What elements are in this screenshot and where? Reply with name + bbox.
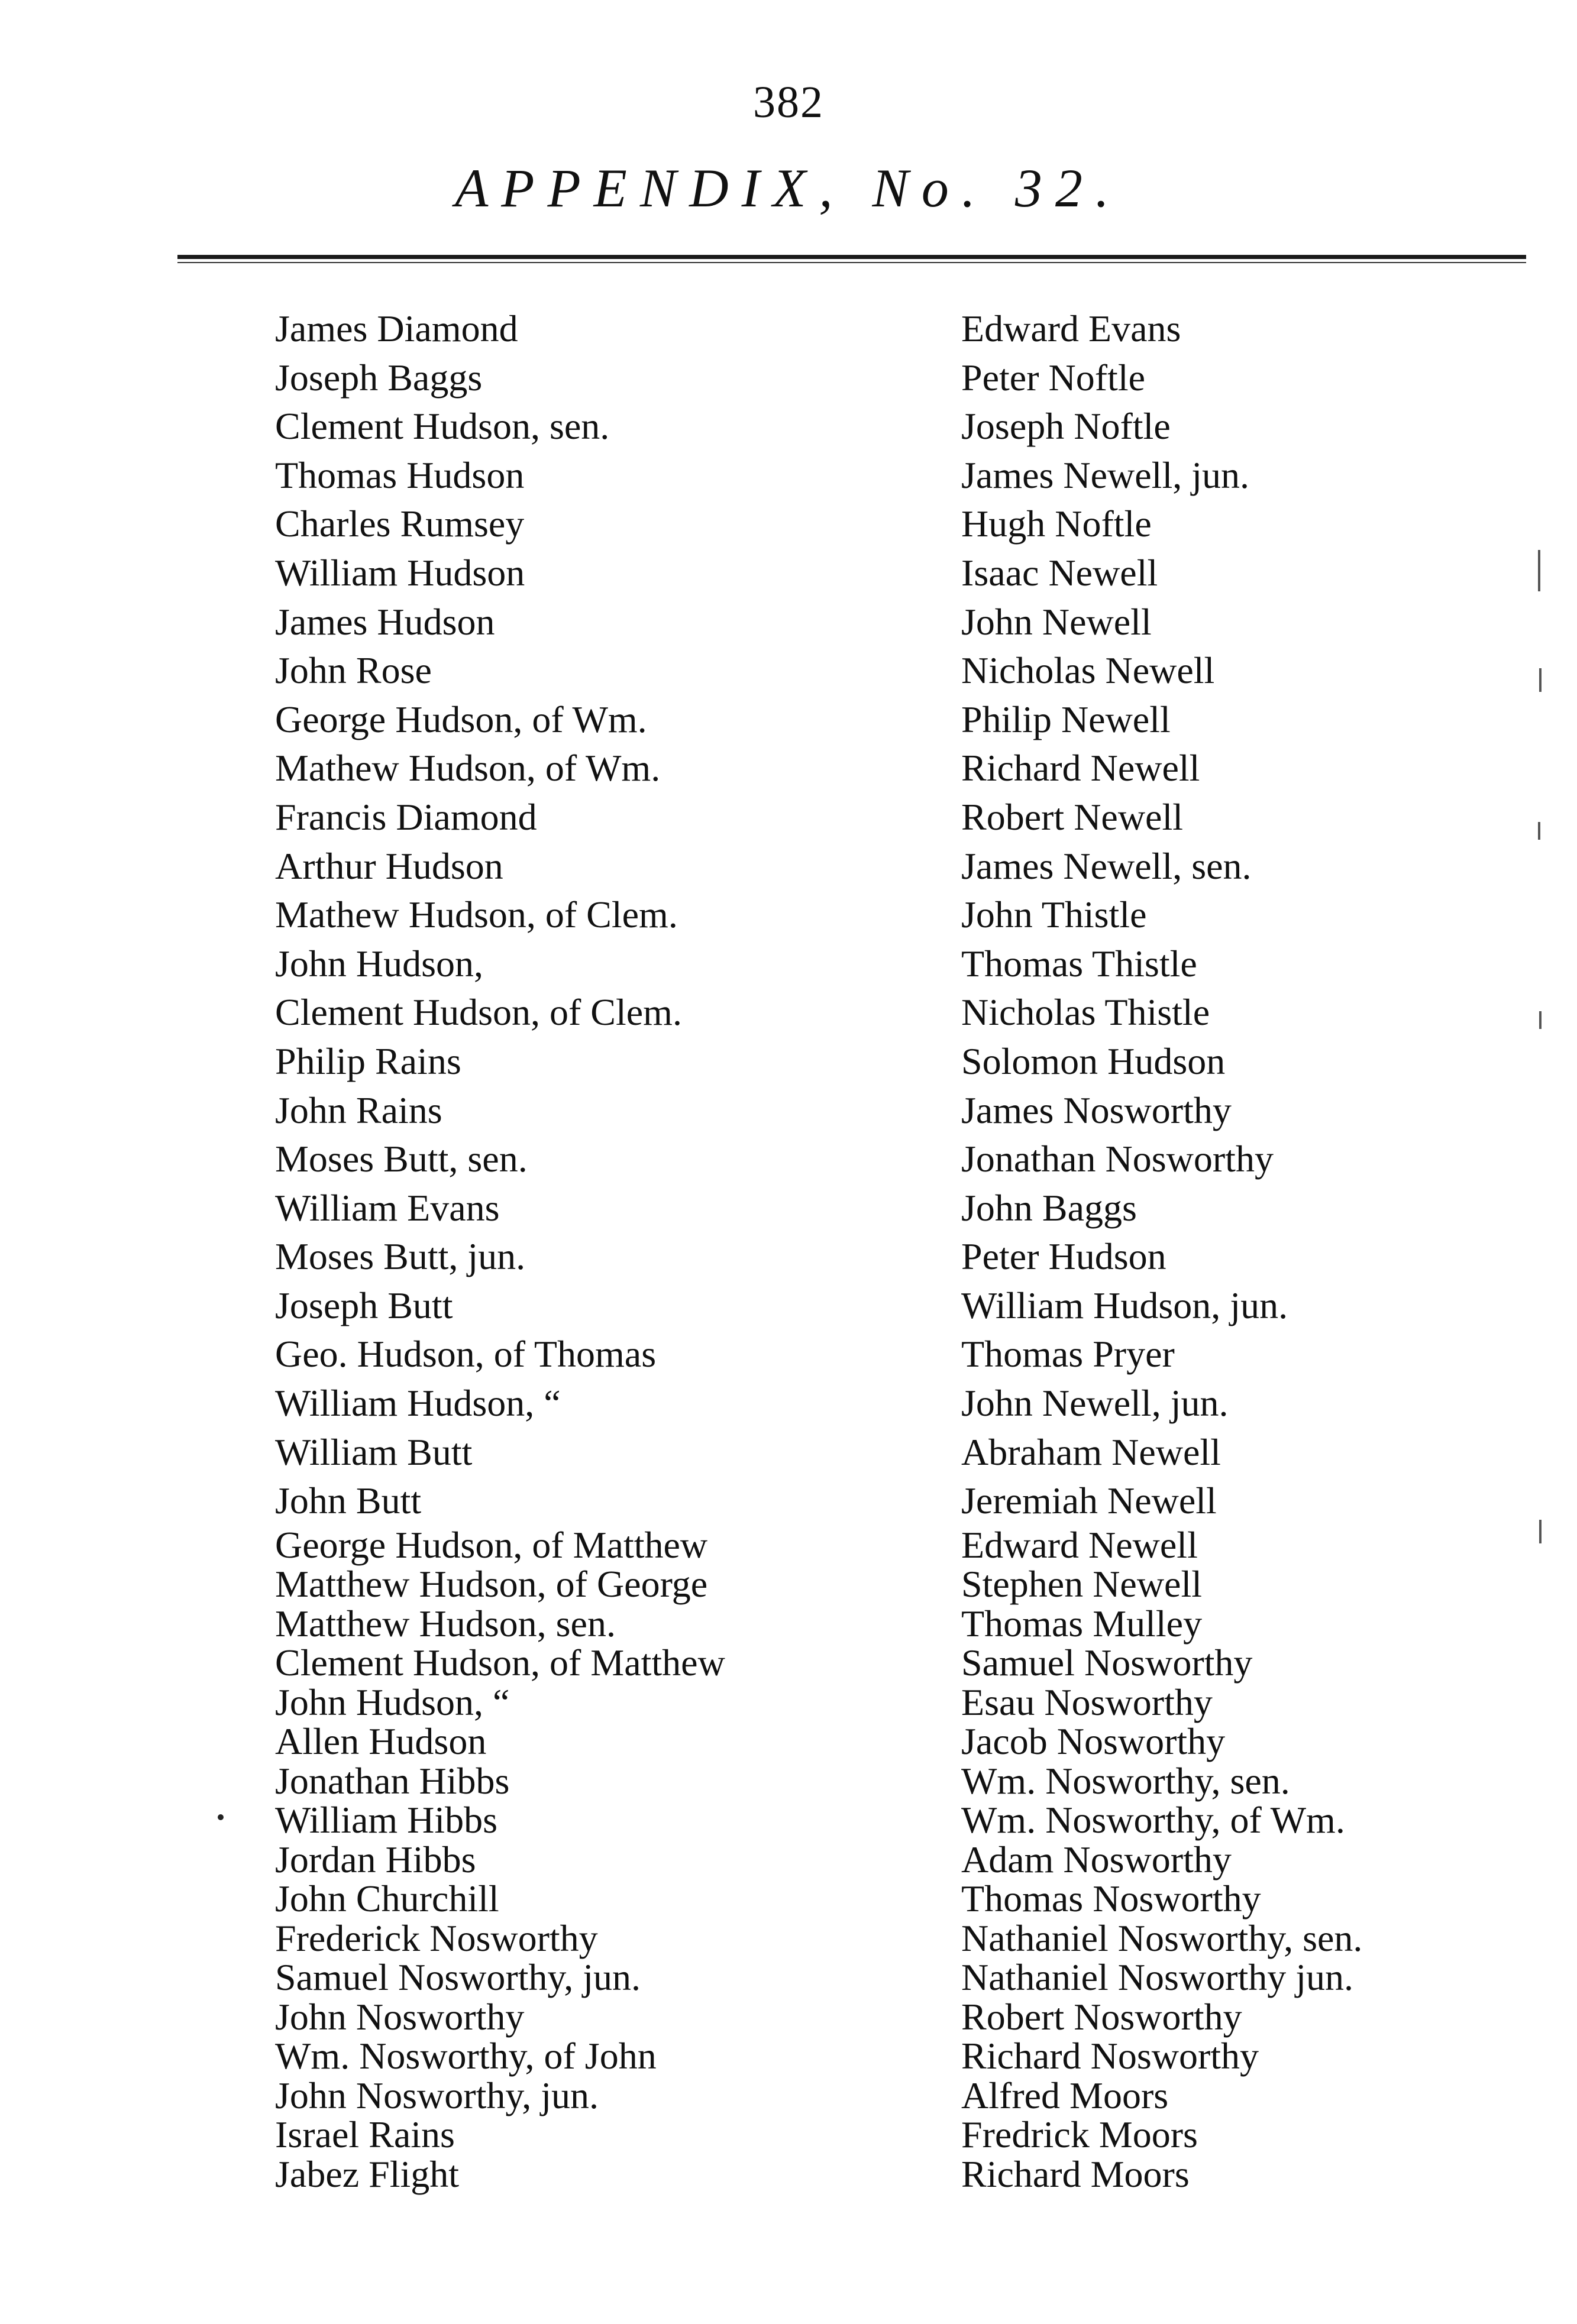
name-entry: Hugh Noftle	[961, 503, 1152, 545]
name-entry: Clement Hudson, of Matthew	[275, 1642, 725, 1684]
name-entry: Stephen Newell	[961, 1563, 1202, 1606]
name-entry: John Nosworthy	[275, 1995, 525, 2038]
name-entry: James Newell, jun.	[961, 454, 1249, 496]
name-entry: Adam Nosworthy	[961, 1838, 1232, 1880]
name-entry: William Evans	[275, 1186, 500, 1229]
name-entry: Moses Butt, jun.	[275, 1235, 526, 1278]
name-entry: Allen Hudson	[275, 1720, 487, 1763]
name-entry: John Newell	[961, 600, 1152, 643]
name-entry: Thomas Hudson	[275, 454, 525, 496]
name-entry: Philip Rains	[275, 1040, 461, 1082]
name-entry: Richard Nosworthy	[961, 2035, 1259, 2077]
name-entry: Abraham Newell	[961, 1430, 1221, 1473]
name-entry: Frederick Nosworthy	[275, 1917, 598, 1959]
name-entry: Jacob Nosworthy	[961, 1720, 1226, 1763]
name-entry: Charles Rumsey	[275, 503, 525, 545]
name-entry: Samuel Nosworthy, jun.	[275, 1956, 641, 1999]
name-entry: Robert Nosworthy	[961, 1995, 1242, 2038]
name-entry: William Hudson, jun.	[961, 1284, 1288, 1326]
header-rule	[177, 251, 1526, 267]
name-entry: Clement Hudson, sen.	[275, 405, 610, 448]
name-entry: Jordan Hibbs	[275, 1838, 476, 1880]
name-entry: Richard Newell	[961, 747, 1200, 789]
page-number: 382	[753, 77, 824, 127]
name-entry: Nicholas Thistle	[961, 991, 1210, 1034]
name-entry: Clement Hudson, of Clem.	[275, 991, 682, 1034]
left-name-column	[275, 305, 896, 2194]
name-entry: Solomon Hudson	[961, 1040, 1226, 1082]
name-entry: George Hudson, of Wm.	[275, 698, 647, 740]
name-entry: Arthur Hudson	[275, 844, 503, 887]
name-entry: Israel Rains	[275, 2113, 455, 2156]
name-entry: Jabez Flight	[275, 2153, 460, 2195]
right-name-column	[961, 305, 1553, 2194]
name-entry: John Hudson, “	[275, 1681, 510, 1723]
name-entry: Jonathan Nosworthy	[961, 1138, 1274, 1180]
margin-mark	[1539, 1011, 1542, 1029]
name-entry: Joseph Noftle	[961, 405, 1171, 448]
name-entry: Thomas Mulley	[961, 1602, 1203, 1645]
name-entry: John Rose	[275, 649, 432, 692]
name-entry: Fredrick Moors	[961, 2113, 1198, 2156]
name-entry: Nathaniel Nosworthy, sen.	[961, 1917, 1363, 1959]
appendix-title: APPENDIX, No. 32.	[455, 158, 1122, 218]
name-entry: William Hudson	[275, 551, 525, 594]
margin-mark	[1539, 668, 1542, 692]
name-entry: Peter Hudson	[961, 1235, 1166, 1278]
name-entry: Wm. Nosworthy, of John	[275, 2035, 657, 2077]
margin-mark	[1538, 822, 1540, 840]
name-entry: Thomas Nosworthy	[961, 1878, 1261, 1920]
name-entry: Thomas Thistle	[961, 942, 1197, 985]
name-entry: Richard Moors	[961, 2153, 1190, 2195]
name-entry: Wm. Nosworthy, sen.	[961, 1759, 1290, 1802]
name-entry: James Nosworthy	[961, 1089, 1232, 1131]
name-entry: Francis Diamond	[275, 795, 537, 838]
bullet-mark	[218, 1814, 224, 1820]
name-entry: Peter Noftle	[961, 356, 1145, 399]
name-entry: George Hudson, of Matthew	[275, 1523, 708, 1566]
name-entry: Moses Butt, sen.	[275, 1138, 528, 1180]
name-entry: William Hudson, “	[275, 1382, 561, 1425]
name-entry: Isaac Newell	[961, 551, 1158, 594]
name-entry: Esau Nosworthy	[961, 1681, 1213, 1723]
name-entry: John Baggs	[961, 1186, 1137, 1229]
name-entry: John Newell, jun.	[961, 1382, 1229, 1425]
name-entry: Edward Newell	[961, 1523, 1198, 1566]
name-entry: Philip Newell	[961, 698, 1171, 740]
name-entry: Samuel Nosworthy	[961, 1642, 1253, 1684]
name-entry: Geo. Hudson, of Thomas	[275, 1333, 657, 1375]
name-entry: Matthew Hudson, sen.	[275, 1602, 616, 1645]
name-entry: Thomas Pryer	[961, 1333, 1175, 1375]
name-entry: John Butt	[275, 1480, 422, 1522]
name-entry: John Churchill	[275, 1878, 499, 1920]
name-entry: Edward Evans	[961, 308, 1181, 349]
name-entry: John Thistle	[961, 894, 1147, 936]
name-entry: Mathew Hudson, of Wm.	[275, 747, 661, 789]
name-entry: Jonathan Hibbs	[275, 1759, 510, 1802]
name-entry: John Rains	[275, 1089, 442, 1131]
name-entry: Joseph Baggs	[275, 356, 483, 399]
name-entry: James Hudson	[275, 600, 495, 643]
name-entry: Robert Newell	[961, 795, 1183, 838]
name-entry: Alfred Moors	[961, 2074, 1169, 2116]
name-entry: John Nosworthy, jun.	[275, 2074, 599, 2116]
name-entry: Wm. Nosworthy, of Wm.	[961, 1799, 1345, 1841]
name-entry: Mathew Hudson, of Clem.	[275, 894, 678, 936]
margin-mark	[1539, 1520, 1542, 1543]
margin-mark	[1538, 550, 1540, 591]
name-entry: William Hibbs	[275, 1799, 498, 1841]
name-entry: James Diamond	[275, 308, 518, 349]
name-entry: Matthew Hudson, of George	[275, 1563, 708, 1606]
name-entry: Nicholas Newell	[961, 649, 1215, 692]
name-entry: James Newell, sen.	[961, 844, 1252, 887]
name-entry: Jeremiah Newell	[961, 1480, 1217, 1522]
name-entry: Nathaniel Nosworthy jun.	[961, 1956, 1353, 1999]
name-entry: Joseph Butt	[275, 1284, 453, 1326]
name-entry: William Butt	[275, 1430, 473, 1473]
name-entry: John Hudson,	[275, 942, 484, 985]
header-rule-thin	[177, 262, 1526, 263]
header-rule-thick	[177, 255, 1526, 259]
